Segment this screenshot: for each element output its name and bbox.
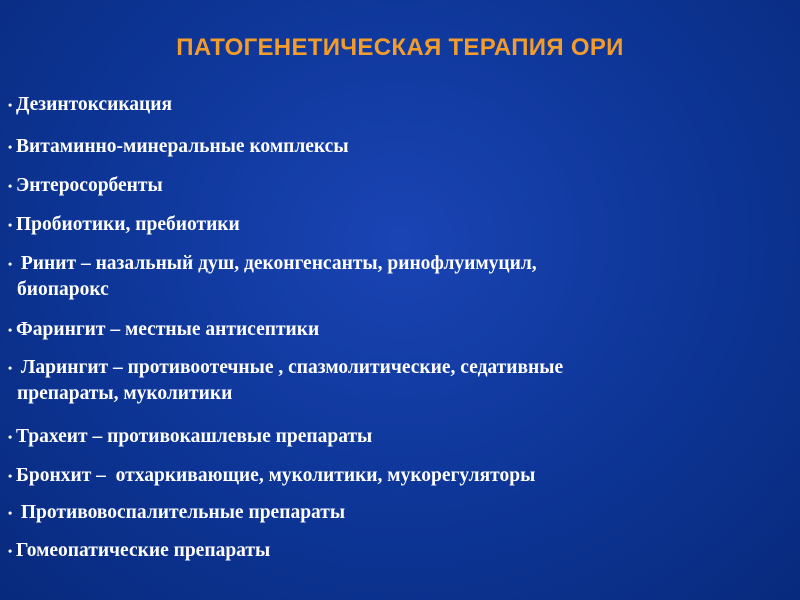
bullet-icon: • bbox=[8, 179, 13, 193]
list-item bbox=[8, 173, 788, 199]
item-text: Пробиотики, пребиотики bbox=[16, 214, 240, 235]
bullet-icon: • bbox=[8, 430, 13, 444]
item-text: Энтеросорбенты bbox=[16, 175, 163, 196]
list-item bbox=[8, 500, 788, 526]
bullet-icon: • bbox=[8, 140, 13, 154]
bullet-icon: • bbox=[8, 98, 13, 112]
list-item bbox=[8, 212, 788, 238]
item-text: Гомеопатические препараты bbox=[16, 540, 271, 561]
item-text: Трахеит – противокашлевые препараты bbox=[16, 426, 373, 447]
list-item bbox=[8, 134, 788, 160]
bullet-icon: • bbox=[8, 361, 13, 375]
bullet-icon: • bbox=[8, 218, 13, 232]
list-item bbox=[8, 92, 788, 118]
list-item bbox=[8, 538, 788, 564]
item-text: Дезинтоксикация bbox=[16, 94, 173, 115]
item-text: Витаминно-минеральные комплексы bbox=[16, 136, 349, 157]
item-text: Ларингит – противоотечные , спазмолитические, седативные bbox=[16, 357, 564, 378]
bullet-icon: • bbox=[8, 469, 13, 483]
list-item bbox=[8, 317, 788, 343]
bullet-icon: • bbox=[8, 257, 13, 271]
item-text: Ринит – назальный душ, деконгенсанты, ринофлуимуцил, bbox=[16, 253, 537, 274]
bullet-icon: • bbox=[8, 323, 13, 337]
list-item bbox=[8, 355, 788, 407]
item-text: Противовоспалительные препараты bbox=[16, 502, 346, 523]
item-text-continuation: препараты, муколитики bbox=[17, 383, 233, 404]
list-item bbox=[8, 251, 788, 303]
item-text-continuation: биопарокс bbox=[17, 279, 109, 300]
list-item bbox=[8, 463, 788, 489]
list-item bbox=[8, 424, 788, 450]
item-text: Бронхит – отхаркивающие, муколитики, мукорегуляторы bbox=[16, 465, 536, 486]
slide-title: ПАТОГЕНЕТИЧЕСКАЯ ТЕРАПИЯ ОРИ bbox=[176, 34, 624, 61]
bullet-icon: • bbox=[8, 506, 13, 520]
bullet-icon: • bbox=[8, 544, 13, 558]
item-text: Фарингит – местные антисептики bbox=[16, 319, 320, 340]
